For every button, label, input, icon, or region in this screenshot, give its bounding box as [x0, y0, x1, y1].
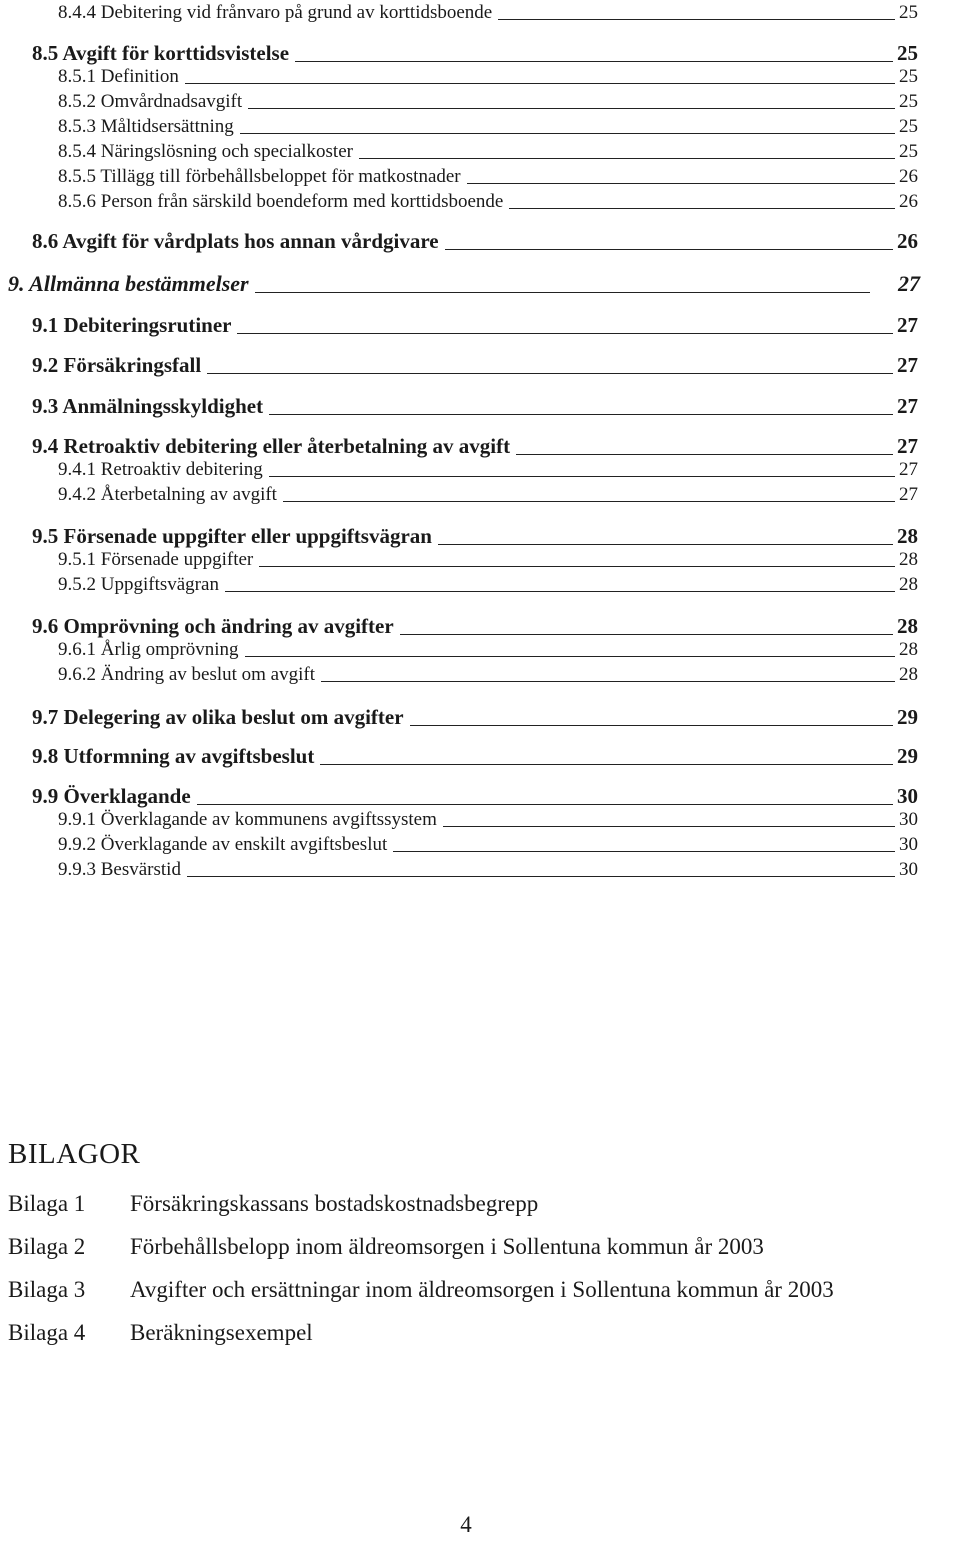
toc-leader-line: [410, 725, 893, 726]
toc-entry: [32, 431, 918, 459]
toc-entry-label: 9.6.1 Årlig omprövning: [58, 639, 239, 660]
toc-entry-page: 27: [899, 484, 918, 505]
toc-entry-page: 30: [899, 834, 918, 855]
toc-leader-line: [237, 333, 893, 334]
toc-leader-line: [248, 108, 895, 109]
appendix-item-title: Avgifter och ersättningar inom äldreomsorgen i Sollentuna kommun år 2003: [130, 1277, 834, 1302]
toc-leader-line: [467, 183, 895, 184]
toc-entry-label: 9.9 Överklagande: [32, 784, 191, 808]
toc-entry-label: 9.5.2 Uppgiftsvägran: [58, 574, 219, 595]
toc-leader-line: [443, 826, 895, 827]
toc-entry: [58, 164, 918, 188]
toc-leader-line: [269, 476, 895, 477]
toc-leader-line: [269, 414, 893, 415]
toc-entry: [32, 226, 918, 254]
toc-entry: [58, 139, 918, 163]
toc-entry-label: 9.4.1 Retroaktiv debitering: [58, 459, 263, 480]
toc-entry: [58, 0, 918, 24]
toc-entry-page: 25: [899, 2, 918, 23]
toc-entry-label: 9.9.3 Besvärstid: [58, 859, 181, 880]
appendix-item: [8, 1191, 948, 1234]
toc-leader-line: [400, 634, 893, 635]
toc-leader-line: [197, 804, 893, 805]
toc-entry-label: 9.4.2 Återbetalning av avgift: [58, 484, 277, 505]
toc-leader-line: [187, 876, 895, 877]
toc-entry-page: 25: [899, 66, 918, 87]
toc-leader-line: [259, 566, 895, 567]
toc-entry: [32, 781, 918, 809]
appendix-item-label: Bilaga 1: [8, 1191, 86, 1216]
toc-entry-page: 25: [897, 41, 918, 65]
toc-entry: [58, 832, 918, 856]
toc-entry-label: 9.6 Omprövning och ändring av avgifter: [32, 614, 394, 638]
appendix-heading: BILAGOR: [8, 1138, 141, 1170]
toc-leader-line: [255, 292, 870, 293]
toc-leader-line: [283, 501, 895, 502]
toc-leader-line: [516, 454, 893, 455]
toc-entry-page: 28: [899, 549, 918, 570]
toc-entry-label: 9. Allmänna bestämmelser: [8, 271, 249, 296]
toc-leader-line: [225, 591, 895, 592]
toc-entry-page: 25: [899, 141, 918, 162]
appendix-item-label: Bilaga 2: [8, 1234, 86, 1259]
toc-entry-page: 27: [897, 313, 918, 337]
toc-leader-line: [498, 19, 895, 20]
toc-entry-label: 9.5 Försenade uppgifter eller uppgiftsvägran: [32, 524, 432, 548]
toc-entry-page: 27: [897, 394, 918, 418]
appendix-item: [8, 1277, 948, 1320]
toc-entry: [32, 310, 918, 338]
toc-entry: [58, 89, 918, 113]
toc-entry: [32, 611, 918, 639]
toc-entry-page: 29: [897, 744, 918, 768]
appendix-section: [8, 1138, 948, 1363]
toc-entry-label: 9.2 Försäkringsfall: [32, 353, 202, 377]
toc-entry: [58, 114, 918, 138]
toc-entry-label: 8.5.5 Tillägg till förbehållsbeloppet för matkostnader: [58, 166, 461, 187]
toc-entry: [58, 547, 918, 571]
toc-entry: [58, 662, 918, 686]
toc-entry-page: 30: [897, 784, 918, 808]
toc-leader-line: [295, 61, 893, 62]
toc-entry: [32, 391, 918, 419]
toc-leader-line: [359, 158, 895, 159]
toc-leader-line: [509, 208, 895, 209]
toc-entry-page: 26: [899, 166, 918, 187]
appendix-item-title: Förbehållsbelopp inom äldreomsorgen i Sollentuna kommun år 2003: [130, 1234, 764, 1259]
toc-entry: [58, 457, 918, 481]
toc-entry-page: 27: [899, 459, 918, 480]
toc-entry-label: 8.4.4 Debitering vid frånvaro på grund av korttidsboende: [58, 2, 493, 23]
toc-entry-page: 27: [897, 353, 918, 377]
toc-entry-page: 30: [899, 859, 918, 880]
toc-entry-page: 26: [899, 191, 918, 212]
toc-entry-label: 9.9.1 Överklagande av kommunens avgiftssystem: [58, 809, 437, 830]
page-number: 4: [460, 1512, 472, 1537]
toc-leader-line: [207, 373, 893, 374]
toc-entry: [58, 572, 918, 596]
toc-entry: [58, 189, 918, 213]
toc-entry-label: 8.5.1 Definition: [58, 66, 179, 87]
toc-entry: [32, 38, 918, 66]
toc-leader-line: [393, 851, 895, 852]
toc-entry-page: 25: [899, 116, 918, 137]
toc-entry-label: 8.5.3 Måltidsersättning: [58, 116, 234, 137]
toc-entry: [32, 702, 918, 730]
toc-entry: [58, 857, 918, 881]
toc-leader-line: [438, 544, 893, 545]
toc-entry: [58, 64, 918, 88]
toc-entry: [8, 267, 920, 297]
toc-entry-page: 28: [897, 614, 918, 638]
toc-entry-page: 28: [897, 524, 918, 548]
toc-entry-page: 27: [898, 271, 920, 296]
toc-leader-line: [321, 681, 895, 682]
toc-entry-page: 27: [897, 434, 918, 458]
appendix-item: [8, 1320, 948, 1363]
toc-entry-label: 8.5.4 Näringslösning och specialkoster: [58, 141, 353, 162]
toc-entry-label: 9.9.2 Överklagande av enskilt avgiftsbeslut: [58, 834, 388, 855]
toc-entry-label: 8.5.2 Omvårdnadsavgift: [58, 91, 243, 112]
toc-leader-line: [445, 249, 893, 250]
toc-entry: [32, 521, 918, 549]
toc-entry-page: 29: [897, 705, 918, 729]
toc-entry-label: 9.7 Delegering av olika beslut om avgifter: [32, 705, 404, 729]
toc-entry-label: 8.5 Avgift för korttidsvistelse: [32, 41, 290, 65]
toc-entry-page: 25: [899, 91, 918, 112]
toc-entry-label: 9.3 Anmälningsskyldighet: [32, 394, 264, 418]
toc-entry-label: 8.6 Avgift för vårdplats hos annan vårdgivare: [32, 229, 439, 253]
toc-leader-line: [185, 83, 895, 84]
appendix-item-label: Bilaga 4: [8, 1320, 86, 1345]
toc-entry-page: 26: [897, 229, 918, 253]
appendix-list: [8, 1191, 948, 1363]
toc-entry: [58, 807, 918, 831]
toc-entry: [32, 741, 918, 769]
toc-entry-page: 28: [899, 639, 918, 660]
appendix-item-title: Beräkningsexempel: [130, 1320, 313, 1345]
toc-entry: [58, 637, 918, 661]
toc-leader-line: [320, 764, 893, 765]
toc-entry-page: 28: [899, 574, 918, 595]
toc-entry-page: 28: [899, 664, 918, 685]
appendix-item-label: Bilaga 3: [8, 1277, 86, 1302]
toc-leader-line: [245, 656, 896, 657]
appendix-item: [8, 1234, 948, 1277]
toc-entry: [32, 350, 918, 378]
toc-entry-label: 9.4 Retroaktiv debitering eller återbetalning av avgift: [32, 434, 511, 458]
toc-entry-label: 9.6.2 Ändring av beslut om avgift: [58, 664, 315, 685]
toc-entry-label: 9.1 Debiteringsrutiner: [32, 313, 232, 337]
toc-entry-label: 9.5.1 Försenade uppgifter: [58, 549, 254, 570]
toc-entry-label: 9.8 Utformning av avgiftsbeslut: [32, 744, 315, 768]
appendix-item-title: Försäkringskassans bostadskostnadsbegrepp: [130, 1191, 539, 1216]
toc-entry-label: 8.5.6 Person från särskild boendeform med korttidsboende: [58, 191, 504, 212]
toc-entry-page: 30: [899, 809, 918, 830]
toc-leader-line: [240, 133, 895, 134]
toc-entry: [58, 482, 918, 506]
